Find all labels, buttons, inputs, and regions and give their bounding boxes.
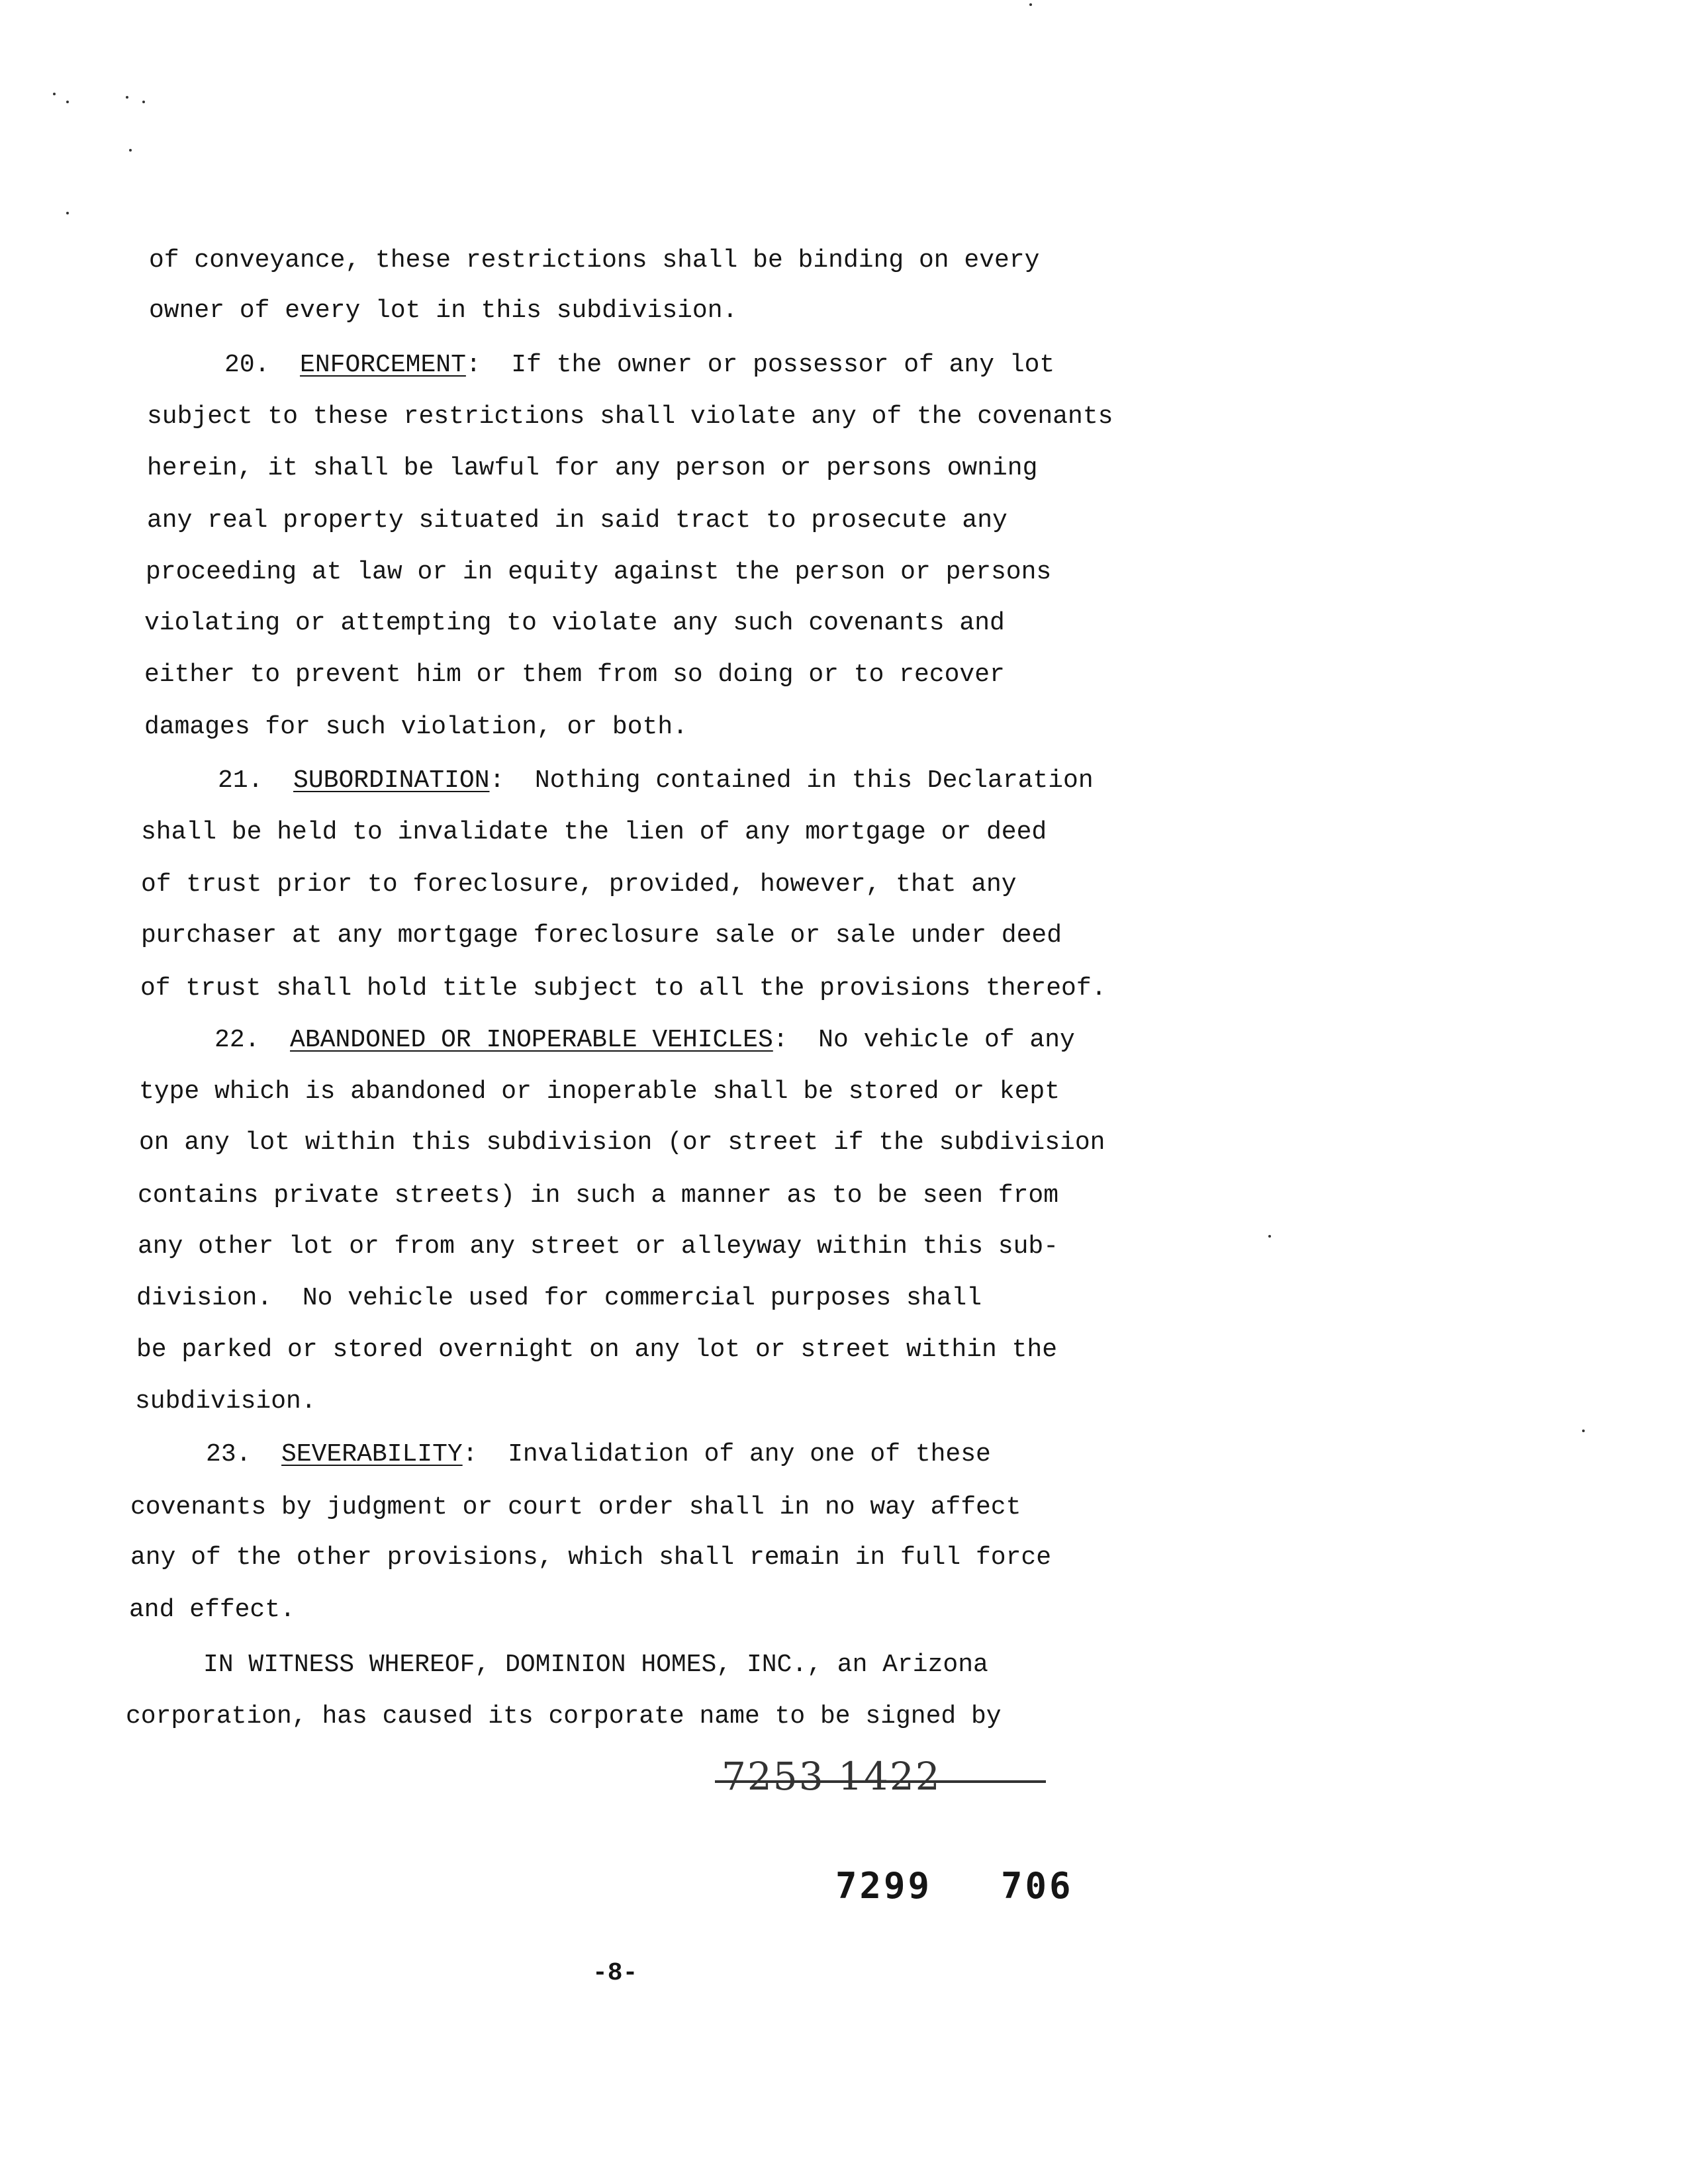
page-number: -8- xyxy=(592,1959,638,1987)
body-line: of trust prior to foreclosure, provided, however, that any xyxy=(141,870,1017,899)
body-line xyxy=(139,1026,1075,1055)
section-number: 22. xyxy=(139,1026,291,1054)
body-line: be parked or stored overnight on any lot or street within the xyxy=(136,1336,1058,1364)
body-line: subdivision. xyxy=(135,1387,316,1416)
section-text: : Invalidation of any one of these xyxy=(462,1440,991,1469)
scan-speck xyxy=(1029,3,1032,6)
body-line: of trust shall hold title subject to all the provisions thereof. xyxy=(140,974,1107,1003)
scan-speck xyxy=(66,212,69,214)
body-line: owner of every lot in this subdivision. xyxy=(149,296,738,325)
section-heading: ABANDONED OR INOPERABLE VEHICLES xyxy=(290,1026,773,1054)
section-heading: ENFORCEMENT xyxy=(300,351,466,379)
body-line: contains private streets) in such a manner as to be seen from xyxy=(138,1181,1059,1210)
scan-speck xyxy=(1268,1235,1271,1238)
body-line: either to prevent him or them from so doing or to recover xyxy=(144,660,1005,689)
body-line: IN WITNESS WHEREOF, DOMINION HOMES, INC., an Arizona xyxy=(128,1651,988,1679)
record-page-number: 706 xyxy=(1001,1865,1074,1907)
section-text: : Nothing contained in this Declaration xyxy=(489,766,1094,795)
scan-speck xyxy=(53,93,56,95)
body-line: proceeding at law or in equity against the person or persons xyxy=(146,558,1052,586)
scan-speck xyxy=(142,101,145,103)
body-line: any real property situated in said tract to prosecute any xyxy=(147,506,1008,535)
scan-speck xyxy=(126,96,128,99)
body-line: covenants by judgment or court order shall in no way affect xyxy=(130,1493,1021,1522)
body-line: shall be held to invalidate the lien of any mortgage or deed xyxy=(141,818,1047,846)
section-heading: SUBORDINATION xyxy=(293,766,490,795)
scan-speck xyxy=(66,101,69,103)
body-line: damages for such violation, or both. xyxy=(144,713,688,741)
body-line: herein, it shall be lawful for any person or persons owning xyxy=(147,454,1038,482)
section-number: 23. xyxy=(130,1440,282,1469)
body-line: any of the other provisions, which shall remain in full force xyxy=(130,1543,1052,1572)
body-line xyxy=(130,1440,991,1469)
body-line xyxy=(142,766,1094,796)
section-text: : No vehicle of any xyxy=(773,1026,1075,1054)
body-line: and effect. xyxy=(129,1596,295,1624)
body-line: of conveyance, these restrictions shall be binding on every xyxy=(149,246,1040,275)
body-line: violating or attempting to violate any such covenants and xyxy=(144,609,1005,637)
section-number: 20. xyxy=(149,351,301,379)
body-line: corporation, has caused its corporate name to be signed by xyxy=(126,1702,1002,1731)
body-line: purchaser at any mortgage foreclosure sale or sale under deed xyxy=(141,921,1062,950)
struck-record-number: 7253 1422 xyxy=(722,1754,941,1799)
record-book-number: 7299 xyxy=(835,1865,933,1907)
body-line: subject to these restrictions shall violate any of the covenants xyxy=(147,402,1113,431)
scan-speck xyxy=(1582,1430,1585,1432)
section-heading: SEVERABILITY xyxy=(281,1440,463,1469)
section-text: : If the owner or possessor of any lot xyxy=(465,351,1055,379)
body-line: on any lot within this subdivision (or street if the subdivision xyxy=(139,1128,1105,1157)
body-line: any other lot or from any street or alleyway within this sub- xyxy=(138,1232,1059,1261)
body-line: type which is abandoned or inoperable shall be stored or kept xyxy=(139,1077,1060,1106)
section-number: 21. xyxy=(142,766,294,795)
scan-speck xyxy=(129,149,132,152)
body-line: division. No vehicle used for commercial purposes shall xyxy=(136,1284,982,1312)
body-line xyxy=(149,351,1055,380)
